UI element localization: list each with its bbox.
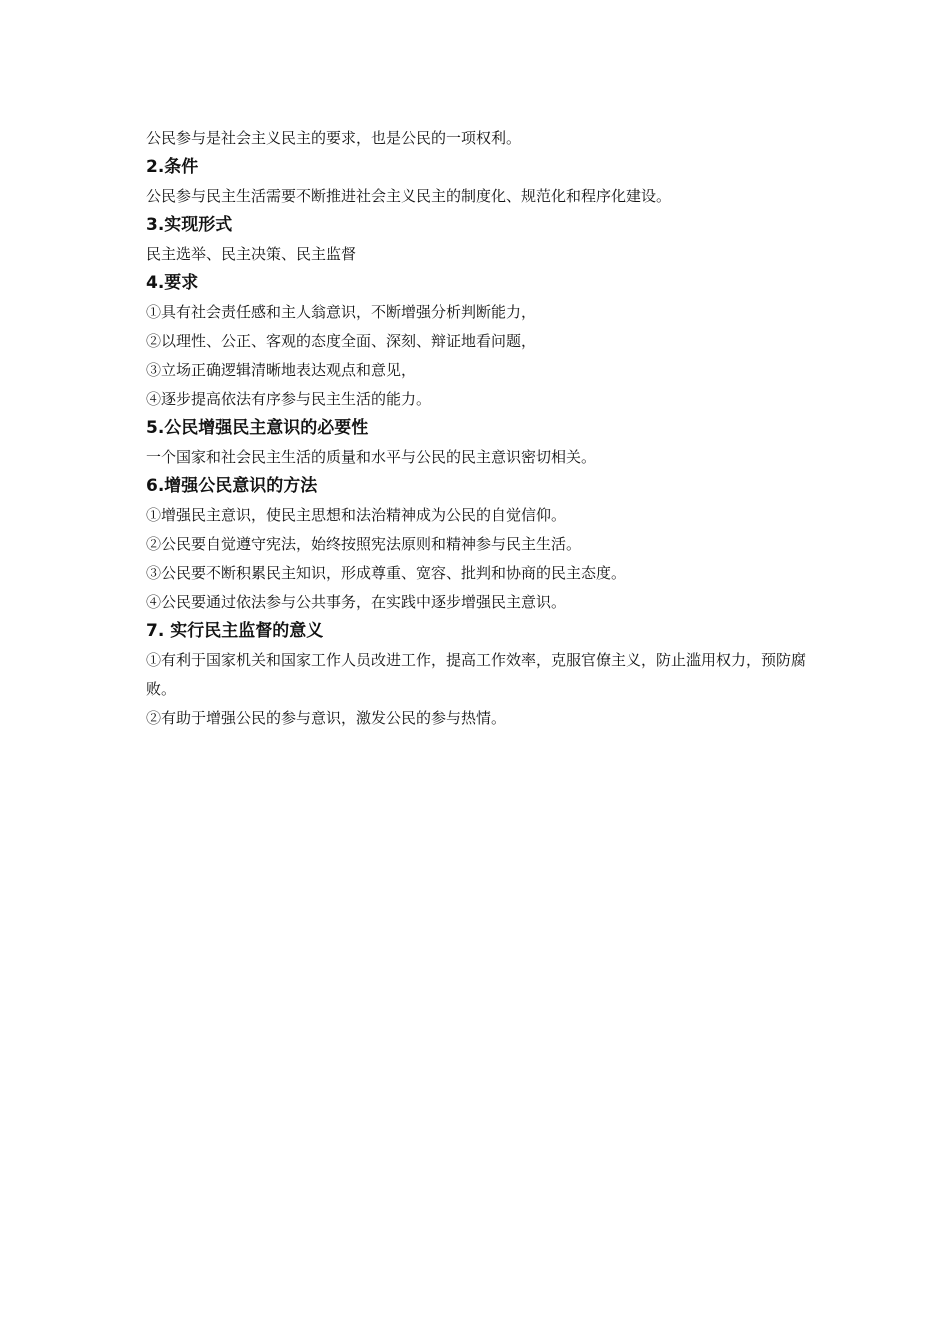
requirement-item: ①具有社会责任感和主人翁意识，不断增强分析判断能力， [146,303,537,321]
heading-necessity: 5.公民增强民主意识的必要性 [146,418,369,438]
significance-item: ①有利于国家机关和国家工作人员改进工作，提高工作效率，克服官僚主义，防止滥用权力，预防腐败。 [146,651,807,698]
method-item: ③公民要不断积累民主知识，形成尊重、宽容、批判和协商的民主态度。 [146,564,627,582]
method-item: ①增强民主意识，使民主思想和法治精神成为公民的自觉信仰。 [146,506,567,524]
document-page [146,124,826,733]
necessity-paragraph: 一个国家和社会民主生活的质量和水平与公民的民主意识密切相关。 [146,448,597,466]
requirement-item: ②以理性、公正、客观的态度全面、深刻、辩证地看问题， [146,332,537,350]
heading-requirements: 4.要求 [146,273,199,293]
heading-methods: 6.增强公民意识的方法 [146,476,318,496]
requirement-item: ③立场正确逻辑清晰地表达观点和意见， [146,361,417,379]
intro-paragraph: 公民参与是社会主义民主的要求，也是公民的一项权利。 [146,129,522,147]
significance-item: ②有助于增强公民的参与意识，激发公民的参与热情。 [146,709,507,727]
heading-conditions: 2.条件 [146,157,199,177]
conditions-paragraph: 公民参与民主生活需要不断推进社会主义民主的制度化、规范化和程序化建设。 [146,187,672,205]
method-item: ②公民要自觉遵守宪法，始终按照宪法原则和精神参与民主生活。 [146,535,582,553]
method-item: ④公民要通过依法参与公共事务，在实践中逐步增强民主意识。 [146,593,567,611]
heading-significance: 7. 实行民主监督的意义 [146,621,324,641]
requirement-item: ④逐步提高依法有序参与民主生活的能力。 [146,390,432,408]
heading-forms: 3.实现形式 [146,215,233,235]
forms-paragraph: 民主选举、民主决策、民主监督 [146,245,357,263]
